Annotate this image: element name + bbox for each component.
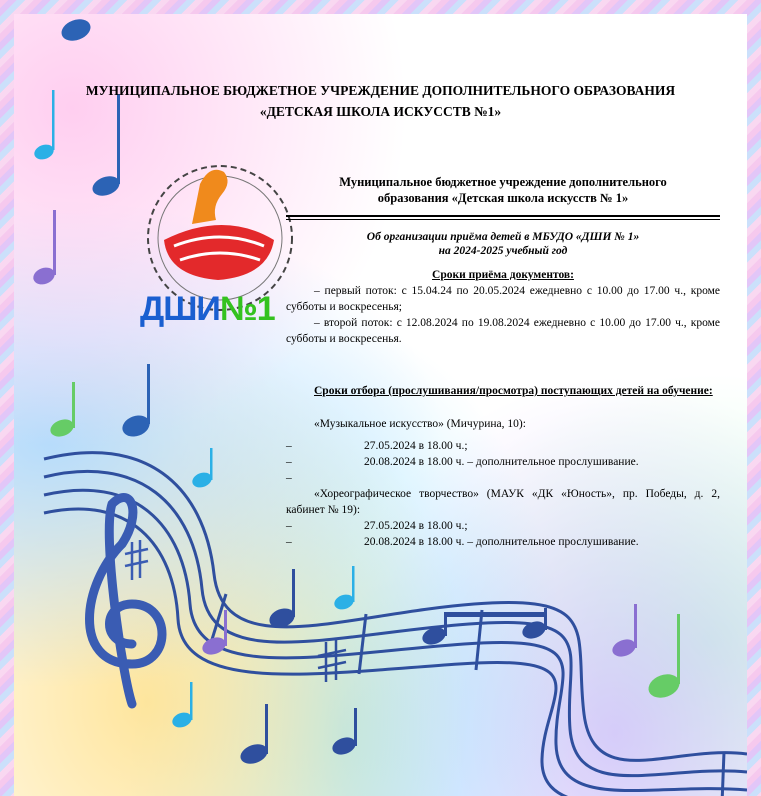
note-icon [267, 569, 298, 631]
note-icon [238, 704, 358, 767]
document-content [286, 174, 720, 550]
sharp-icon [125, 540, 148, 580]
section-separator: – [286, 472, 292, 484]
music-date-1-text: 27.05.2024 в 18.00 ч.; [364, 440, 468, 452]
logo-emblem [148, 166, 292, 310]
dance-date-2-text: 20.08.2024 в 18.00 ч. – дополнительное прослушивание. [364, 536, 639, 548]
list-dash: – [286, 536, 292, 548]
note-icon [48, 382, 76, 440]
header-line-1: МУНИЦИПАЛЬНОЕ БЮДЖЕТНОЕ УЧРЕЖДЕНИЕ ДОПОЛНИТЕЛЬНОГО ОБРАЗОВАНИЯ [85, 83, 676, 98]
selection-title: Сроки отбора (прослушивания/просмотра) поступающих детей на обучение: [314, 385, 713, 397]
music-date-2 [286, 454, 720, 470]
org-title [286, 174, 720, 206]
header-line-2: «ДЕТСКАЯ ШКОЛА ИСКУССТВ №1» [259, 104, 502, 119]
dance-date-1 [286, 518, 720, 534]
music-date-2-text: 20.08.2024 в 18.00 ч. – дополнительное прослушивание. [364, 456, 639, 468]
logo [140, 290, 275, 329]
note-icon [58, 15, 93, 44]
note-icon [170, 682, 194, 730]
logo-text-number: №1 [219, 290, 275, 328]
flyer-page [14, 14, 747, 796]
treble-clef-icon [90, 498, 163, 704]
stream-2-text: – второй поток: с 12.08.2024 по 19.08.2024 ежедневно с 10.00 до 17.00 ч., кроме субботы и воскресенья. [286, 317, 720, 345]
document-subject [286, 230, 720, 258]
page-header [14, 80, 747, 122]
note-icon [332, 566, 356, 612]
note-icon [31, 210, 57, 287]
divider [286, 215, 720, 217]
dance-program-title: «Хореографическое творчество» (МАУК «ДК «Юность», пр. Победы, д. 2, кабинет № 19): [286, 488, 720, 516]
list-dash: – [286, 520, 292, 532]
list-dash: – [286, 456, 292, 468]
note-icon [645, 614, 683, 702]
subject-line-1: Об организации приёма детей в МБУДО «ДШИ № 1» [366, 231, 640, 243]
music-date-1 [286, 438, 720, 454]
dance-date-1-text: 27.05.2024 в 18.00 ч.; [364, 520, 468, 532]
divider [286, 219, 720, 220]
logo-text-dshi: ДШИ [140, 290, 220, 328]
deadlines-title: Сроки приёма документов: [432, 269, 574, 281]
note-icon [119, 364, 152, 440]
note-icon [190, 448, 214, 490]
org-title-line-2: образования «Детская школа искусств № 1» [377, 191, 629, 205]
note-icon [610, 604, 638, 660]
stream-1-text: – первый поток: с 15.04.24 по 20.05.2024 ежедневно с 10.00 до 17.00 ч., кроме субботы и воскресенья; [286, 285, 720, 313]
list-dash: – [286, 440, 292, 452]
sharp-icon [318, 640, 346, 682]
music-program-title: «Музыкальное искусство» (Мичурина, 10): [314, 418, 526, 430]
org-title-line-1: Муниципальное бюджетное учреждение дополнительного [339, 175, 667, 189]
subject-line-2: на 2024-2025 учебный год [438, 245, 568, 257]
dance-date-2 [286, 534, 720, 550]
